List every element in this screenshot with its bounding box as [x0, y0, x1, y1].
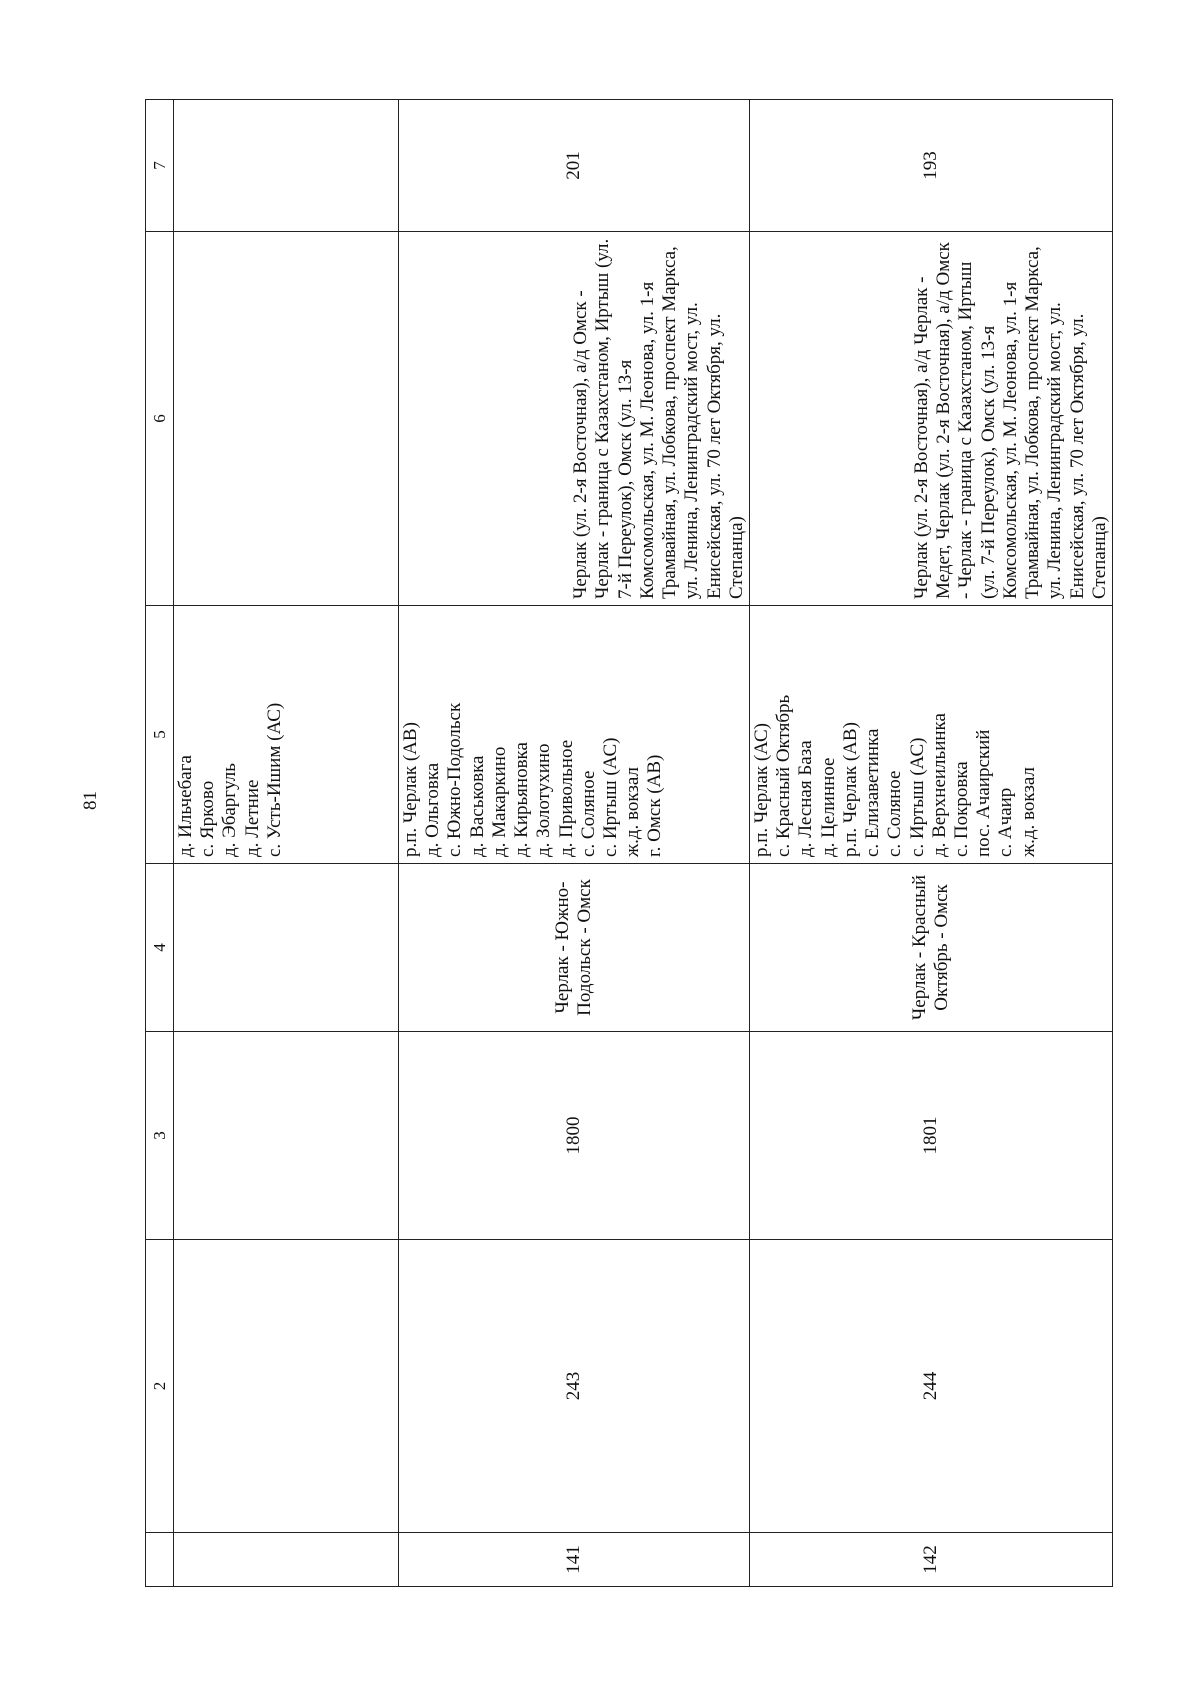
stops-cell — [174, 606, 399, 864]
stop: с. Ачаир — [995, 787, 1017, 857]
header-col-4: 4 — [146, 864, 174, 1032]
routes-table — [145, 99, 1113, 1587]
stops-cell — [750, 606, 1113, 864]
route-number: 243 — [399, 1240, 750, 1533]
stop: пос. Ачаирский — [973, 729, 995, 857]
stop: д. Макаркино — [488, 746, 510, 857]
registration-number: 1801 — [750, 1032, 1113, 1240]
stop: д. Привольное — [555, 739, 577, 857]
stop: г. Омск (АВ) — [644, 754, 666, 857]
continuation-row — [174, 100, 399, 1587]
stop: с. Соляное — [577, 770, 599, 857]
stops-cell — [399, 606, 750, 864]
stop: с. Елизаветинка — [862, 728, 884, 857]
streets-description: Черлак (ул. 2-я Восточная), а/д Черлак - Медет, Черлак (ул. 2-я Восточная), а/д Омск - Черлак - граница с Казахстаном, Иртыш (ул. 7-й Переулок), Омск (ул. 13-я Комсомольская, ул. М. Леонова, ул. 1-я Трамвайная, ул. Лобкова, проспект Маркса, ул. Ленина, Ленинградский мост, ул. Енисейская, ул. 70 лет Октября, ул. Степанца) — [750, 232, 1113, 606]
row-number: 142 — [750, 1533, 1113, 1587]
stop: с. Красный Октябрь — [773, 694, 795, 857]
row-number: 141 — [399, 1533, 750, 1587]
header-col-1 — [146, 1533, 174, 1587]
route-number: 244 — [750, 1240, 1113, 1533]
stop: с. Иртыш (АС) — [906, 737, 928, 857]
stop: с. Иртыш (АС) — [599, 737, 621, 857]
page-number: 81 — [80, 791, 101, 810]
header-col-3: 3 — [146, 1032, 174, 1240]
header-col-7: 7 — [146, 100, 174, 232]
stop: с. Усть-Ишим (АС) — [263, 702, 285, 857]
stop: д. Верхнеильинка — [928, 713, 950, 857]
route-name: Черлак - Южно-Подольск - Омск — [399, 864, 750, 1032]
cell — [174, 232, 399, 606]
stop: д. Летние — [241, 779, 263, 857]
stop: д. Кирьяновка — [511, 742, 533, 857]
stop: д. Эбаргуль — [219, 763, 241, 857]
header-col-6: 6 — [146, 232, 174, 606]
stop: р.п. Черлак (АВ) — [400, 722, 421, 857]
stop: с. Соляное — [884, 770, 906, 857]
header-col-2: 2 — [146, 1240, 174, 1533]
stop: д. Лесная База — [795, 740, 817, 857]
route-length: 201 — [399, 100, 750, 232]
table-row — [750, 100, 1113, 1587]
streets-description: Черлак (ул. 2-я Восточная), а/д Омск - Черлак - граница с Казахстаном, Иртыш (ул. 7-й Переулок), Омск (ул. 13-я Комсомольская, ул. М. Леонова, ул. 1-я Трамвайная, ул. Лобкова, проспект Маркса, ул. Ленина, Ленинградский мост, ул. Енисейская, ул. 70 лет Октября, ул. Степанца) — [399, 232, 750, 606]
stop: ж.д. вокзал — [622, 767, 644, 857]
cell — [174, 1032, 399, 1240]
stop: д. Ильчебага — [175, 755, 196, 857]
registration-number: 1800 — [399, 1032, 750, 1240]
stop: с. Ярково — [197, 780, 219, 857]
stop: р.п. Черлак (АВ) — [839, 722, 861, 857]
rotated-table-container — [145, 100, 1110, 1587]
stop: д. Целинное — [817, 757, 839, 857]
cell — [174, 864, 399, 1032]
stop: д. Ольговка — [422, 762, 444, 857]
table-row — [399, 100, 750, 1587]
stop: д. Васьковка — [466, 755, 488, 857]
stop: с. Покровка — [950, 761, 972, 857]
cell — [174, 1533, 399, 1587]
cell — [174, 1240, 399, 1533]
cell — [174, 100, 399, 232]
header-row — [146, 100, 174, 1587]
stop: с. Южно-Подольск — [444, 702, 466, 857]
route-name: Черлак - Красный Октябрь - Омск — [750, 864, 1113, 1032]
stop: ж.д. вокзал — [1017, 767, 1039, 857]
header-col-5: 5 — [146, 606, 174, 864]
route-length: 193 — [750, 100, 1113, 232]
stop: д. Золотухино — [533, 743, 555, 857]
stop: р.п. Черлак (АС) — [751, 723, 772, 857]
